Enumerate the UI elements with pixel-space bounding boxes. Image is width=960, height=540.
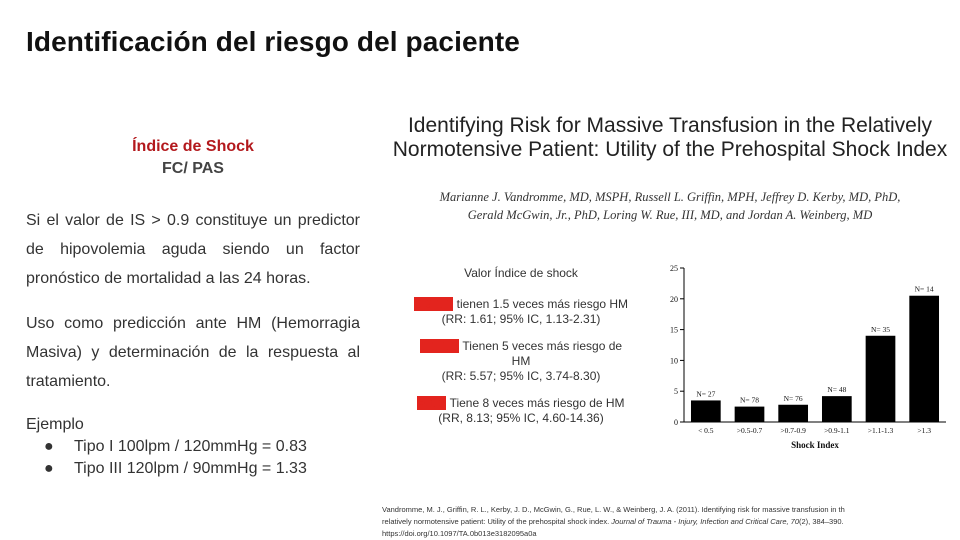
paper-authors-line: Gerald McGwin, Jr., PhD, Loring W. Rue, III, MD, and Jordan A. Weinberg, MD bbox=[467, 208, 873, 222]
risk-stats: (RR: 1.61; 95% IC, 1.13-2.31) bbox=[441, 312, 601, 326]
bar-count-label: N= 48 bbox=[827, 385, 847, 395]
reference-line: relatively normotensive patient: Utility of the prehospital shock index. Journal of Trauma - Injury, Infection and Critical Care, 70(2), 384–390. bbox=[382, 517, 844, 526]
x-tick-label: < 0.5 bbox=[698, 426, 714, 435]
risk-heading: Valor Índice de shock bbox=[464, 266, 578, 280]
chart-bar bbox=[822, 396, 852, 422]
risk-text-continued: HM bbox=[511, 354, 531, 368]
x-tick-label: >0.5-0.7 bbox=[736, 426, 763, 435]
bar-count-label: N= 14 bbox=[914, 284, 934, 294]
x-axis-title: Shock Index bbox=[791, 440, 839, 450]
paragraph-predictor: Si el valor de IS > 0.9 constituye un predictor de hipovolemia aguda siendo un factor pronóstico de mortalidad a las 24 horas. bbox=[26, 212, 360, 287]
risk-stats: (RR: 5.57; 95% IC, 3.74-8.30) bbox=[441, 369, 601, 383]
paper-authors bbox=[390, 188, 950, 224]
y-tick-label: 10 bbox=[670, 356, 678, 366]
y-tick-label: 0 bbox=[674, 418, 678, 427]
bar-count-label: N= 76 bbox=[783, 393, 803, 403]
example-item-text: Tipo I 100lpm / 120mmHg = 0.83 bbox=[74, 438, 307, 455]
risk-summary bbox=[398, 266, 644, 426]
shock-index-title: Índice de Shock bbox=[132, 138, 254, 155]
paper-title bbox=[390, 114, 950, 162]
highlighted-range: > 1.3 bbox=[418, 396, 446, 410]
paper-authors-line: Marianne J. Vandromme, MD, MSPH, Russell L. Griffin, MPH, Jeffrey D. Kerby, MD, PhD, bbox=[439, 190, 901, 204]
chart-bar bbox=[778, 405, 808, 422]
shock-index-formula: FC/ PAS bbox=[162, 160, 224, 177]
bullet-icon: ● bbox=[44, 438, 54, 455]
example-item bbox=[26, 458, 360, 480]
example-list bbox=[26, 436, 360, 480]
bar-count-label: N= 35 bbox=[870, 324, 891, 334]
reference-citation bbox=[382, 504, 960, 540]
reference-doi: https://doi.org/10.1097/TA.0b013e3182095a0a bbox=[382, 529, 537, 538]
risk-text: tienen 1.5 veces más riesgo HM bbox=[453, 297, 629, 311]
x-tick-label: >0.9-1.1 bbox=[824, 426, 850, 435]
y-tick-label: 25 bbox=[670, 264, 678, 273]
chart-bar bbox=[866, 336, 896, 422]
bar-count-label: N= 27 bbox=[696, 389, 716, 399]
x-tick-label: >0.7-0.9 bbox=[780, 426, 806, 435]
example-label: Ejemplo bbox=[26, 416, 84, 433]
shock-index-heading bbox=[26, 136, 360, 180]
journal-name: Journal of Trauma - Injury, Infection and Critical Care, 70 bbox=[611, 517, 800, 526]
shock-index-bar-chart bbox=[656, 258, 948, 454]
reference-line: Vandromme, M. J., Griffin, R. L., Kerby, J. D., McGwin, G., Rue, L. W., & Weinberg, J. A. (2011). Identifying risk for massive transfusion in th bbox=[382, 505, 845, 514]
bullet-icon: ● bbox=[44, 460, 54, 477]
risk-text: Tiene 8 veces más riesgo de HM bbox=[446, 396, 625, 410]
y-tick-label: 15 bbox=[670, 325, 678, 335]
chart-bar bbox=[909, 296, 939, 422]
y-tick-label: 20 bbox=[670, 294, 678, 304]
example-section bbox=[26, 414, 360, 480]
paragraph-usage: Uso como predicción ante HM (Hemorragia Masiva) y determinación de la respuesta al tratamiento. bbox=[26, 315, 360, 390]
left-column bbox=[26, 136, 360, 480]
slide-title: Identificación del riesgo del paciente bbox=[26, 26, 520, 57]
example-item bbox=[26, 436, 360, 458]
risk-group bbox=[398, 339, 644, 384]
risk-stats: (RR, 8.13; 95% IC, 4.60-14.36) bbox=[438, 411, 604, 425]
risk-group bbox=[398, 297, 644, 327]
x-tick-label: >1.3 bbox=[917, 426, 931, 435]
risk-text: Tienen 5 veces más riesgo de bbox=[459, 339, 623, 353]
risk-group bbox=[398, 396, 644, 426]
paper-title-line: Normotensive Patient: Utility of the Prehospital Shock Index bbox=[392, 138, 948, 161]
chart-bar bbox=[691, 400, 721, 422]
bar-count-label: N= 78 bbox=[739, 395, 760, 405]
example-item-text: Tipo III 120lpm / 90mmHg = 1.33 bbox=[74, 460, 307, 477]
highlighted-range: 1.1-1.3 bbox=[420, 339, 459, 353]
y-tick-label: 5 bbox=[674, 387, 678, 397]
chart-bar bbox=[735, 407, 765, 422]
x-tick-label: >1.1-1.3 bbox=[867, 426, 894, 435]
paper-title-line: Identifying Risk for Massive Transfusion in the Relatively bbox=[407, 114, 933, 137]
highlighted-range: 0.9-1.1 bbox=[414, 297, 453, 311]
